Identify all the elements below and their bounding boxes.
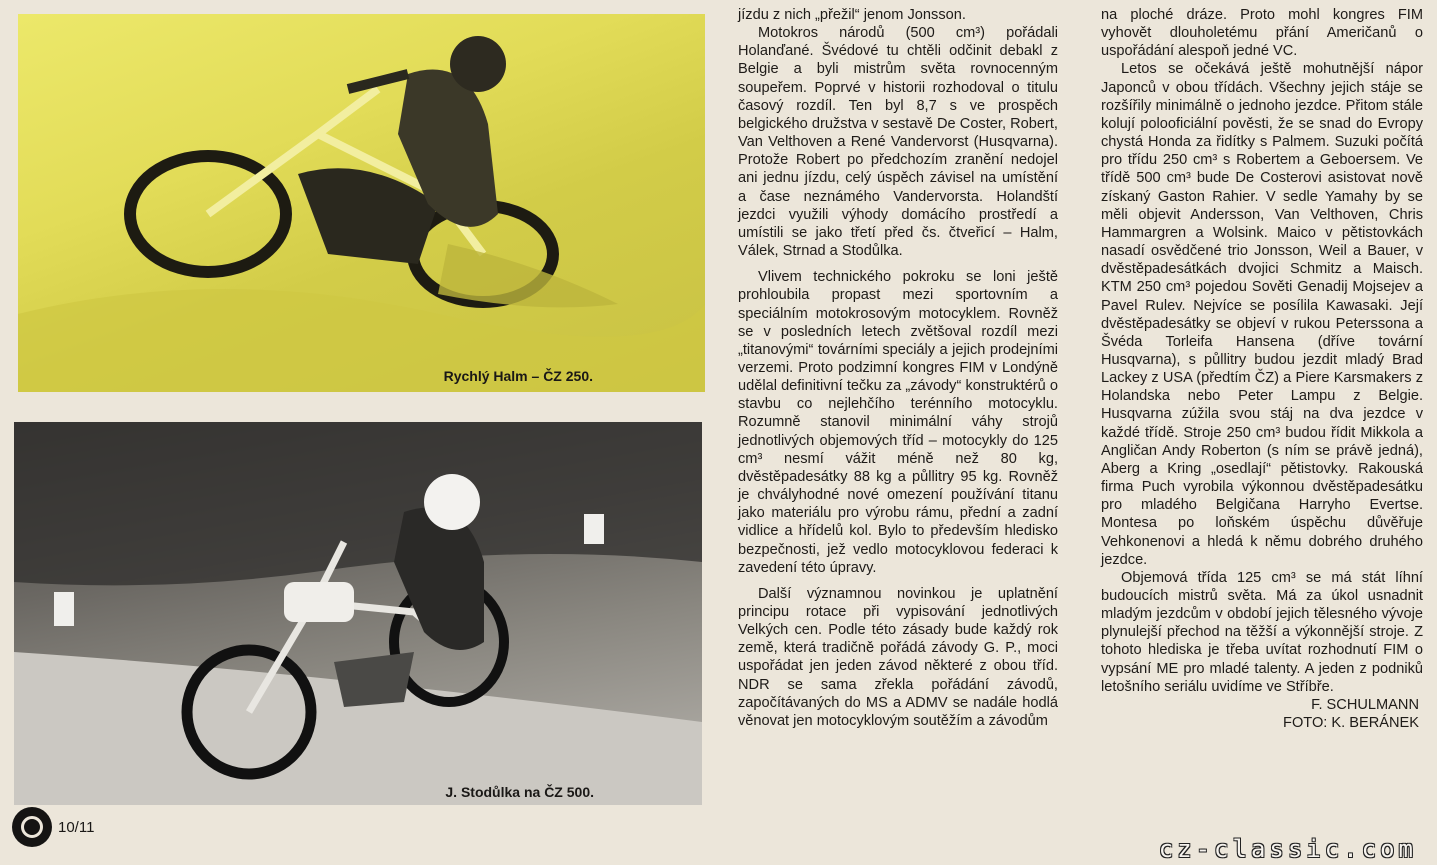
paragraph: Objemová třída 125 cm³ se má stát líhní budoucích mistrů světa. Má za úkol usnadnit mladým jezdcům v období jejich tělesného vývoje plynulejší přechod na těžší a výkonnější stroje. Z tohoto hlediska je třeba uvítat rozhodnutí FIM o vypsání ME pro mladé talenty. A jeden z podniků letošního seriálu uvidíme ve Stříbře. [1101, 569, 1423, 695]
article-column-2 [1101, 6, 1423, 732]
page-folio [12, 807, 94, 847]
watermark: cz-classic.com [1158, 835, 1417, 863]
paragraph: Další významnou novinkou je uplatnění principu rotace při vypisování jednotlivých Velkých cen. Podle této zásady bude každý rok země, která tradičně pořádá závody G. P., moci uspořádat jen jeden závod některé z obou tříd. NDR se sama zřekla pořádání závodů, započítávaných do MS a ADMV se nadále hodlá věnovat jen motocyklovým soutěžím a závodům [738, 585, 1058, 729]
photo-caption-bottom: J. Stodůlka na ČZ 500. [445, 784, 594, 800]
paragraph: Motokros národů (500 cm³) pořádali Holanďané. Švédové tu chtěli odčinit debakl z Belgie a byli mistrům světa rovnocenným soupeřem. Poprvé v historii rozhodoval o titulu časový rozdíl. Ten byl 8,7 s ve prospěch belgického družstva v sestavě De Coster, Robert, Van Velthoven a René Vandervorst (Husqvarna). Protože Robert po předchozím zranění nedojel ani jednu jízdu, celý úspěch závisel na umístění a čase neznámého Vandervorsta. Holandští jezdci využili výhody domácího prostředí a umístili se jako třetí před čs. čtveřicí – Halm, Válek, Strnad a Stodůlka. [738, 25, 1058, 260]
author-credit: F. SCHULMANN [1311, 696, 1419, 713]
photo-credit: FOTO: K. BERÁNEK [1283, 715, 1419, 732]
paragraph: jízdu z nich „přežil“ jenom Jonsson. [738, 7, 966, 23]
photo-stodulka-cz500 [14, 422, 702, 805]
motocross-rider-illustration [18, 14, 705, 392]
paragraph: Letos se očekává ještě mohutnější nápor Japonců v obou třídách. Všechny jejich stáje se rozšířily minimálně o jednoho jezdce. Přitom stále kolují polooficiální pověsti, že se snad do Evropy chystá Honda za řidítky s Palmem. Suzuki počítá pro třídu 250 cm³ s Robertem a Geboersem. Ve třídě 500 cm³ bude De Costerovi asistovat nově získaný Gaston Rahier. V sedle Yamahy by se měli objevit Andersson, Van Velthoven, Chris Hammargren a Wolsink. Maico v pětistovkách nasadí osvědčené trio Jonsson, Weil a Bauer, v dvěstěpadesátkách dvojici Schmitz a Maisch. KTM 250 cm³ pojedou Sověti Genadij Mojsejev a Pavel Rulev. Nejvíce se posílila Kawasaki. Její dvěstěpadesátky se objeví v rukou Peterssona a Švéda Torleifa Hansena (dříve tovární Husqvarna), s půllitry budou jezdit mladý Brad Lackey z USA (předtím ČZ) a Piere Karsmakers z Holandska nebo Peter Lampu z Belgie. Husqvarna zúžila svou stáj na dva jezdce v každé třídě. Stroje 250 cm³ budou řídit Mikkola a Angličan Andy Roberton (s ním se právě jedná), Aberg a Kring „osedlají“ pětistovky. Rakouská firma Puch vyrobila výkonnou dvěstěpadesátku pro mladého Belgičana Harryho Evertse. Montesa po loňském úspěchu důvěřuje Vehkonenovi a hledá k němu dobrého druhého jezdce. [1101, 61, 1423, 568]
motocross-rider-bw-illustration [14, 422, 702, 805]
paragraph: na ploché dráze. Proto mohl kongres FIM vyhovět dlouholetému přání Američanů o uspořádání alespoň jedné VC. [1101, 7, 1423, 60]
magazine-logo-icon [12, 807, 52, 847]
page-number: 10/11 [58, 818, 95, 836]
photo-caption-top: Rychlý Halm – ČZ 250. [443, 368, 593, 384]
article-column-1 [738, 6, 1058, 730]
photo-halm-cz250 [18, 14, 705, 392]
paragraph: Vlivem technického pokroku se loni ještě prohloubila propast mezi sportovním a speciálním motokrosovým motocyklem. Rovněž se v posledních letech zvětšoval rozdíl mezi „titanovými“ továrními speciály a jejich prodejními verzemi. Proto podzimní kongres FIM v Londýně udělal definitivní tečku za „závody“ konstruktérů o stavbu co nejlehčího terénního motocyklu. Rozumně stanovil minimální váhy strojů jednotlivých objemových tříd – motocykly do 125 cm³ nesmí vážit méně než 80 kg, dvěstěpadesátky 88 kg a půllitry 95 kg. Rovněž je chvályhodné nové omezení používání titanu jako materiálu pro výrobu rámu, přední a zadní vidlice a hřídelů kol. Bylo to především hledisko bezpečnosti, jež vedlo motocyklovou federaci k zavedení této úpravy. [738, 269, 1058, 576]
